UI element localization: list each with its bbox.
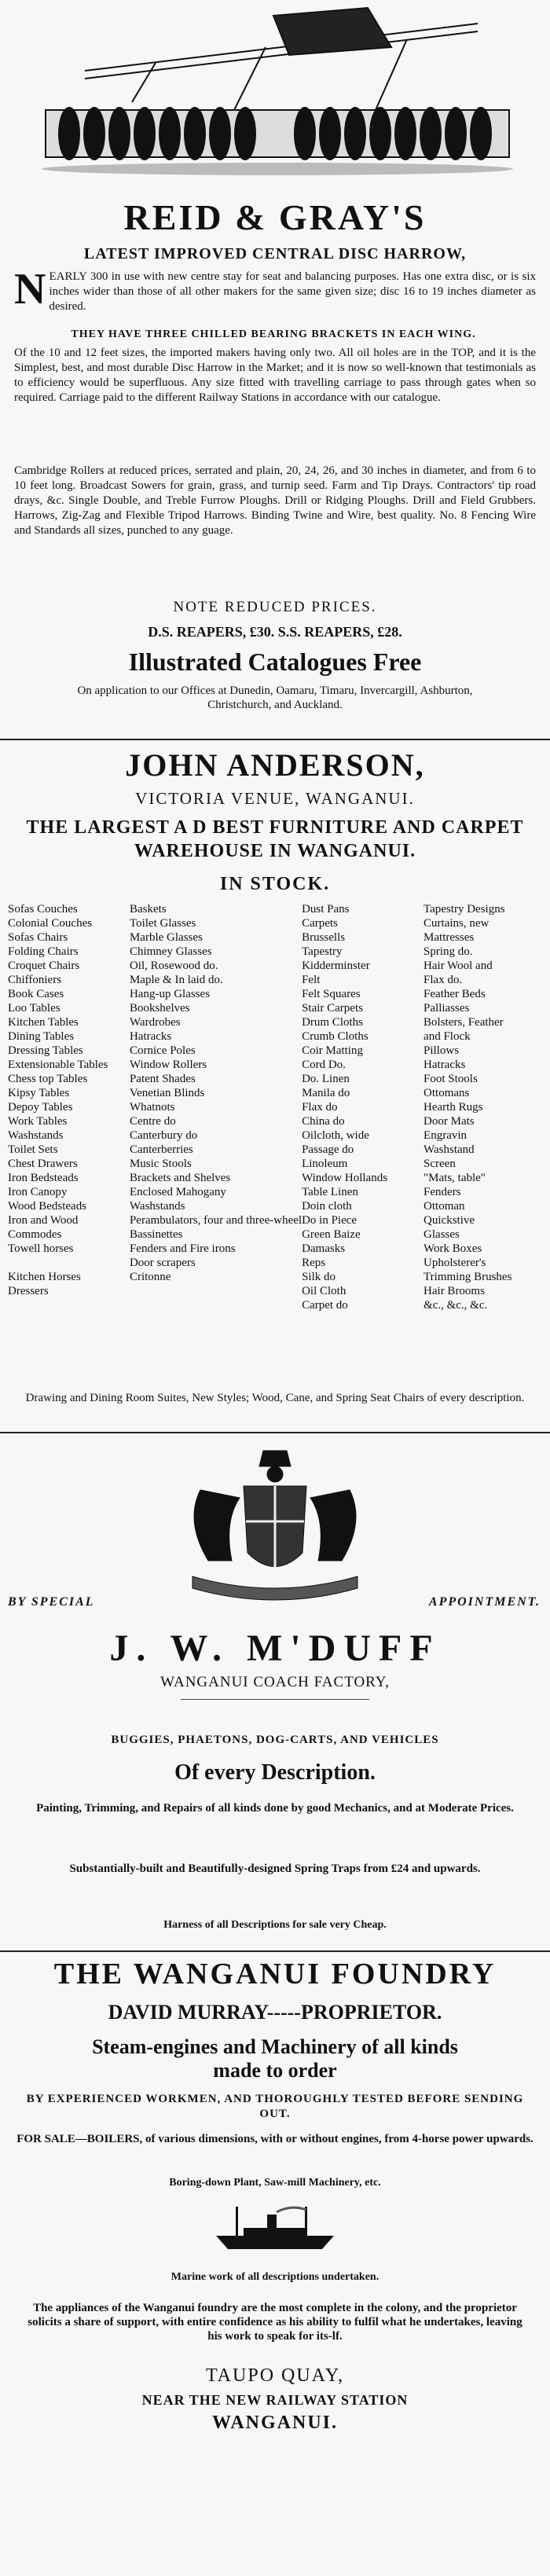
stock-item: Washstands [8, 1129, 64, 1142]
mduff-paragraph-3: Harness of all Descriptions for sale very Cheap. [163, 1919, 387, 1931]
stock-item: Hang-up Glasses [129, 988, 211, 1000]
foundry-boilers: FOR SALE—BOILERS, of various dimensions, with or without engines, from 4-horse power upwards. [16, 2133, 534, 2145]
stock-item: Depoy Tables [8, 1101, 73, 1114]
stock-item: Kitchen Tables [8, 1016, 79, 1029]
stock-item: Bolsters, Feather [424, 1016, 504, 1029]
stock-item: Ottoman [424, 1200, 465, 1213]
stock-item: Foot Stools [424, 1073, 478, 1085]
section-divider [0, 1950, 550, 1952]
stock-item: Damasks [302, 1242, 346, 1255]
stock-item: Do in Piece [302, 1214, 358, 1227]
stock-item: Iron and Wood [8, 1214, 79, 1227]
anderson-headline-2: WAREHOUSE IN WANGANUI. [134, 841, 416, 861]
drop-capital: N [14, 265, 46, 314]
stock-item: Kitchen Horses [8, 1271, 81, 1283]
stock-item: Carpets [302, 917, 338, 930]
stock-item: Drum Cloths [302, 1016, 363, 1029]
stock-item: Baskets [129, 903, 167, 916]
stock-item: Iron Bedsteads [8, 1172, 79, 1184]
stock-item: Patent Shades [129, 1073, 196, 1085]
anderson-footer: Drawing and Dining Room Suites, New Styles; Wood, Cane, and Spring Seat Chairs of every description. [25, 1392, 525, 1404]
stock-item: Door scrapers [129, 1257, 196, 1269]
stock-item: Door Mats [424, 1115, 475, 1128]
stock-item: Window Rollers [129, 1059, 207, 1071]
reid-paragraph-3: Of the 10 and 12 feet sizes, the imported makers having only two. All oil holes are in the TOP, and it is the Simplest, best, and most durable Disc Harrow in the Market; and it is now so well-known that testimonials as to efficiency would be superfluous. Any size fitted with travelling carriage to pass through gates when so required. Carriage paid to the different Railway Stations in accordance with our catalogue. [14, 347, 536, 404]
stock-item: Doin cloth [302, 1200, 352, 1213]
stock-item: Reps [302, 1257, 326, 1269]
stock-item: Carpet do [302, 1299, 348, 1312]
mduff-vehicles: BUGGIES, PHAETONS, DOG-CARTS, AND VEHICLES [111, 1734, 439, 1746]
stock-item: Fenders and Fire irons [129, 1242, 236, 1255]
stock-item [8, 1256, 130, 1270]
stock-item: Glasses [424, 1228, 460, 1241]
stock-item: Centre do [129, 1115, 176, 1128]
stock-item: Book Cases [8, 988, 64, 1000]
stock-item: Engravin [424, 1129, 468, 1142]
stock-item: Canterbury do [129, 1129, 198, 1142]
stock-item: Trimming Brushes [424, 1271, 512, 1283]
stock-item: Stair Carpets [302, 1002, 363, 1015]
stock-item: Pillows [424, 1044, 460, 1057]
stock-item: Towell horses [8, 1242, 74, 1255]
stock-item: Sofas Chairs [8, 931, 68, 944]
stock-item: Oil, Rosewood do. [129, 960, 218, 972]
stock-item: Felt [302, 974, 321, 986]
stock-item: Hatracks [424, 1059, 466, 1071]
reid-application: On application to our Offices at Dunedin, Oamaru, Timaru, Invercargill, Ashburton, Christchurch, and Auckland. [77, 684, 473, 711]
stock-item: Critonne [129, 1271, 171, 1283]
stock-item: Palliasses [424, 1002, 470, 1015]
stock-item: Toilet Sets [8, 1143, 58, 1156]
stock-item: Wardrobes [129, 1016, 181, 1029]
stock-item: Oilcloth, wide [302, 1129, 369, 1142]
stock-item: Commodes [8, 1228, 62, 1241]
reid-note: NOTE REDUCED PRICES. [173, 599, 377, 615]
stock-item: Bookshelves [129, 1002, 190, 1015]
anderson-title: JOHN ANDERSON, [125, 747, 425, 783]
stock-item: Cord Do. [302, 1059, 346, 1071]
stock-item: Dust Pans [302, 903, 350, 916]
mduff-title: J. W. M'DUFF [109, 1627, 441, 1669]
stock-item: Folding Chairs [8, 945, 79, 958]
stock-column-2 [130, 902, 302, 1312]
stock-item: Canterberries [129, 1143, 193, 1156]
anderson-headline-1: THE LARGEST A D BEST FURNITURE AND CARPET [26, 817, 524, 838]
stock-item: Work Tables [8, 1115, 68, 1128]
foundry-near-station: NEAR THE NEW RAILWAY STATION [141, 2392, 409, 2408]
reid-catalogues: Illustrated Catalogues Free [128, 648, 422, 676]
stock-item: Toilet Glasses [129, 917, 196, 930]
foundry-marine: Marine work of all descriptions undertaken. [170, 2271, 380, 2283]
stock-item: Music Stools [129, 1158, 192, 1170]
section-divider [0, 739, 550, 740]
stock-item: Flax do. [424, 974, 463, 986]
stock-item: Iron Canopy [8, 1186, 68, 1198]
stock-item: Do. Linen [302, 1073, 350, 1085]
stock-item: Spring do. [424, 945, 473, 958]
stock-item: Green Baize [302, 1228, 361, 1241]
stock-item: Dressing Tables [8, 1044, 83, 1057]
stock-item: Hearth Rugs [424, 1101, 483, 1114]
stock-item: Screen [424, 1158, 456, 1170]
stock-item: Wood Bedsteads [8, 1200, 87, 1213]
stock-column-4 [424, 902, 545, 1312]
stock-item: Felt Squares [302, 988, 361, 1000]
stock-item: Extensionable Tables [8, 1059, 108, 1071]
stock-item: Dressers [8, 1285, 49, 1297]
stock-item: Kipsy Tables [8, 1087, 70, 1099]
stock-item: Washstands [129, 1200, 185, 1213]
stock-item: Hair Brooms [424, 1285, 485, 1297]
stock-item: Flax do [302, 1101, 338, 1114]
section-divider [0, 1432, 550, 1433]
stock-item: Manila do [302, 1087, 350, 1099]
reid-paragraph-1-text: EARLY 300 in use with new centre stay for seat and balancing purposes. Has one extra disc, or is six inches wider than those of all other makers for the same given size; disc 16 to 19 inches diameter as desired. [49, 270, 536, 313]
stock-column-1 [8, 902, 130, 1312]
stock-item: Passage do [302, 1143, 354, 1156]
foundry-steam-line-1: Steam-engines and Machinery of all kinds [92, 2035, 458, 2058]
stock-item: Loo Tables [8, 1002, 60, 1015]
stock-item: Window Hollands [302, 1172, 388, 1184]
stock-item: Washstand [424, 1143, 475, 1156]
in-stock-heading: IN STOCK. [219, 874, 331, 894]
foundry-taupo-quay: TAUPO QUAY, [205, 2365, 345, 2386]
foundry-appliances: The appliances of the Wanganui foundry are the most complete in the colony, and the proprietor solicits a share of support, with entire confidence as his ability to fulfil what he undertakes, leaving his work to speak for its-lf. [28, 2302, 522, 2343]
stock-item: Dining Tables [8, 1030, 75, 1043]
stock-item: Silk do [302, 1271, 336, 1283]
reid-paragraph-4: Cambridge Rollers at reduced prices, serrated and plain, 20, 24, 26, and 30 inches in diameter, and from 6 to 10 feet long. Broadcast Sowers for grain, grass, and turnip seed. Farm and Tip Drays. Contractors' tip road drays, &c. Single Double, and Treble Furrow Ploughs. Drill or Ridging Ploughs. Drill and Field Grubbers. Harrows, Zig-Zag and Flexible Tripod Harrows. Binding Twine and Wire, best quality. No. 8 Fencing Wire and Standards all sizes, punched to any guage. [14, 464, 536, 537]
stock-item: Sofas Couches [8, 903, 78, 916]
stock-item: Hair Wool and [424, 960, 493, 972]
by-special-label: BY SPECIAL [8, 1595, 95, 1609]
stock-item: Crumb Cloths [302, 1030, 368, 1043]
foundry-steam-line-2: made to order [213, 2059, 337, 2082]
reid-brackets-line: THEY HAVE THREE CHILLED BEARING BRACKETS IN EACH WING. [71, 328, 476, 340]
stock-list [8, 902, 545, 1312]
foundry-steam-engines [0, 2035, 550, 2082]
stock-item: Kidderminster [302, 960, 370, 972]
stock-item: &c., &c., &c. [424, 1299, 488, 1312]
stock-item: Coir Matting [302, 1044, 363, 1057]
stock-item: Chimney Glasses [129, 945, 212, 958]
stock-item: Maple & In laid do. [129, 974, 223, 986]
appointment-label: APPOINTMENT. [428, 1595, 541, 1609]
steamship-icon [212, 2200, 338, 2255]
mduff-paragraph-1: Painting, Trimming, and Repairs of all kinds done by good Mechanics, and at Moderate Prices. [36, 1802, 514, 1815]
stock-item: Feather Beds [424, 988, 486, 1000]
reid-reaper-prices: D.S. REAPERS, £30. S.S. REAPERS, £28. [148, 624, 402, 640]
stock-item: Mattresses [424, 931, 475, 944]
stock-item: Hatracks [129, 1030, 172, 1043]
foundry-wanganui: WANGANUI. [211, 2413, 338, 2433]
mduff-subtitle: WANGANUI COACH FACTORY, [160, 1674, 390, 1690]
stock-item: Brussells [302, 931, 346, 944]
foundry-plant: Boring-down Plant, Saw-mill Machinery, etc. [169, 2177, 381, 2189]
reid-gray-advert [6, 0, 544, 740]
stock-item: Tapestry [302, 945, 343, 958]
royal-coat-of-arms-icon [169, 1443, 381, 1612]
stock-item: Chess top Tables [8, 1073, 88, 1085]
stock-item: Work Boxes [424, 1242, 482, 1255]
stock-item: Ottomans [424, 1087, 470, 1099]
stock-item: Venetian Blinds [129, 1087, 205, 1099]
foundry-proprietor: DAVID MURRAY-----PROPRIETOR. [108, 2001, 442, 2024]
stock-item: Cornice Poles [129, 1044, 196, 1057]
stock-item: Tapestry Designs [424, 903, 505, 916]
stock-item: Fenders [424, 1186, 461, 1198]
stock-item: Brackets and Shelves [129, 1172, 231, 1184]
reid-title: REID & GRAY'S [123, 197, 427, 237]
anderson-subtitle: VICTORIA VENUE, WANGANUI. [135, 789, 415, 808]
stock-item: Perambulators, four and three-wheel [129, 1214, 302, 1227]
stock-item: Quickstive [424, 1214, 475, 1227]
stock-item: "Mats, table" [424, 1172, 486, 1184]
stock-item: Marble Glasses [129, 931, 203, 944]
stock-item: Bassinettes [129, 1228, 183, 1241]
mduff-description-heading: Of every Description. [174, 1760, 376, 1785]
stock-item: and Flock [424, 1030, 471, 1043]
stock-item: Chiffoniers [8, 974, 62, 986]
mduff-paragraph-2: Substantially-built and Beautifully-designed Spring Traps from £24 and upwards. [69, 1862, 481, 1875]
stock-item: Whatnots [129, 1101, 175, 1114]
stock-item: Table Linen [302, 1186, 358, 1198]
stock-item: China do [302, 1115, 345, 1128]
disc-harrow-illustration [38, 0, 517, 179]
stock-item: Croquet Chairs [8, 960, 80, 972]
stock-item: Curtains, new [424, 917, 490, 930]
stock-column-3 [302, 902, 424, 1312]
stock-item: Enclosed Mahogany [129, 1186, 226, 1198]
stock-item: Upholsterer's [424, 1257, 486, 1269]
stock-item: Chest Drawers [8, 1158, 78, 1170]
reid-paragraph-1 [14, 265, 536, 314]
stock-item: Oil Cloth [302, 1285, 346, 1297]
reid-subtitle: LATEST IMPROVED CENTRAL DISC HARROW, [83, 245, 467, 262]
stock-item: Colonial Couches [8, 917, 93, 930]
stock-item: Linoleum [302, 1158, 348, 1170]
foundry-workmen: BY EXPERIENCED WORKMEN, AND THOROUGHLY TESTED BEFORE SENDING OUT. [26, 2093, 524, 2120]
mduff-divider [181, 1699, 369, 1700]
foundry-title: THE WANGANUI FOUNDRY [53, 1958, 497, 1991]
